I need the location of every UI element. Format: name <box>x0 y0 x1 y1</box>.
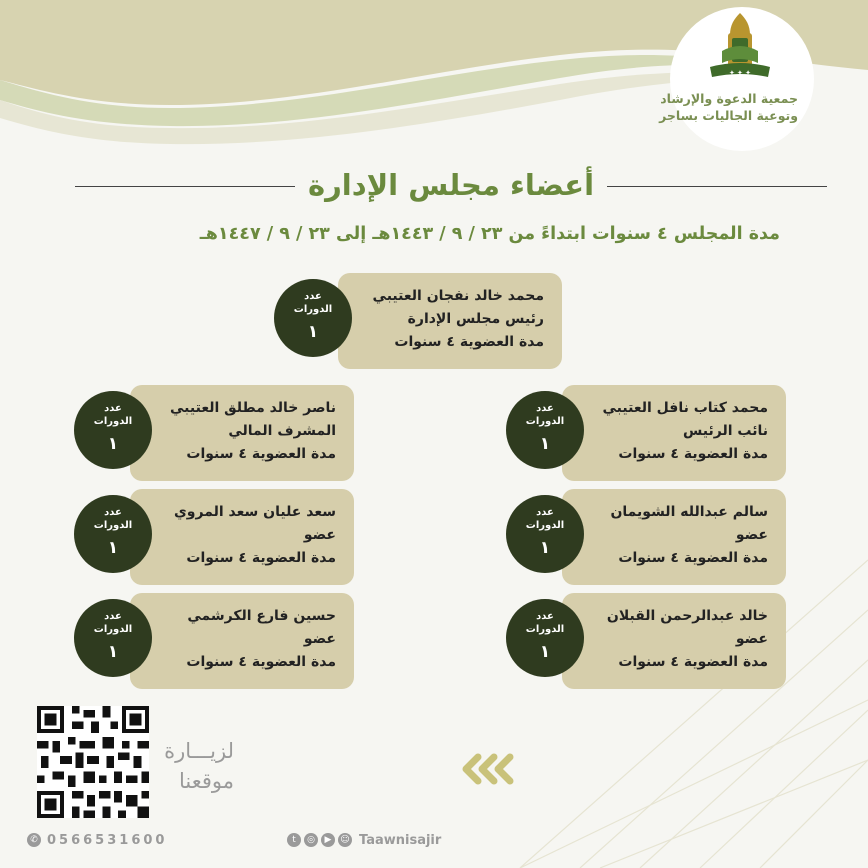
member-name: حسين فارع الكرشمي <box>187 608 336 624</box>
social-links[interactable] <box>287 831 441 849</box>
member-card <box>130 593 354 689</box>
youtube-icon[interactable]: ▶ <box>321 833 335 847</box>
member-role: عضو <box>735 631 768 647</box>
member-term: مدة العضوية ٤ سنوات <box>186 446 336 462</box>
twitter-icon[interactable]: t <box>287 833 301 847</box>
member-card <box>130 385 354 481</box>
member-name: سعد عليان سعد المروي <box>173 504 336 520</box>
instagram-icon[interactable]: ◎ <box>304 833 318 847</box>
sessions-badge <box>506 599 584 677</box>
sessions-badge <box>74 599 152 677</box>
member-card <box>562 593 786 689</box>
badge-label-line1: عدد <box>536 507 554 518</box>
badge-count: ١ <box>107 642 119 662</box>
snapchat-icon[interactable]: ☺ <box>338 833 352 847</box>
badge-count: ١ <box>539 642 551 662</box>
badge-label-line2: الدورات <box>525 624 565 635</box>
whatsapp-icon: ✆ <box>27 833 41 847</box>
badge-label-line1: عدد <box>104 507 122 518</box>
sessions-badge <box>274 279 352 357</box>
title-row <box>75 165 827 209</box>
badge-label-line1: عدد <box>104 403 122 414</box>
badge-label-line2: الدورات <box>93 624 133 635</box>
badge-label-line2: الدورات <box>525 416 565 427</box>
council-term: مدة المجلس ٤ سنوات ابتداءً من ٢٣ / ٩ / ١٤٤٣هـ إلى ٢٣ / ٩ / ١٤٤٧هـ <box>199 224 780 244</box>
logo <box>668 5 816 153</box>
phone-number: 0566531600 <box>47 832 168 848</box>
member-term: مدة العضوية ٤ سنوات <box>618 654 768 670</box>
sessions-badge <box>506 391 584 469</box>
member-name: محمد كتاب نافل العتيبي <box>602 400 768 416</box>
visit-line2: موقعنا <box>178 769 234 793</box>
page-title: أعضاء مجلس الإدارة <box>307 168 595 202</box>
member-term: مدة العضوية ٤ سنوات <box>394 334 544 350</box>
badge-label-line2: الدورات <box>293 304 333 315</box>
member-term: مدة العضوية ٤ سنوات <box>186 654 336 670</box>
social-handle: Taawnisajir <box>359 832 442 848</box>
badge-label-line2: الدورات <box>525 520 565 531</box>
badge-label-line1: عدد <box>104 611 122 622</box>
member-name: محمد خالد نفجان العتيبي <box>372 288 544 304</box>
organization-name-line1: جمعية الدعوة والإرشاد <box>660 91 798 106</box>
phone-contact[interactable] <box>27 831 167 849</box>
member-term: مدة العضوية ٤ سنوات <box>618 446 768 462</box>
badge-label-line1: عدد <box>536 611 554 622</box>
member-role: رئيس مجلس الإدارة <box>407 311 544 327</box>
badge-count: ١ <box>107 434 119 454</box>
member-term: مدة العضوية ٤ سنوات <box>186 550 336 566</box>
organization-name-line2: وتوعية الجاليات بساجر <box>659 108 798 123</box>
badge-count: ١ <box>539 538 551 558</box>
member-card-chairman <box>338 273 562 369</box>
qr-code-icon[interactable] <box>37 706 149 818</box>
member-name: ناصر خالد مطلق العتيبي <box>170 400 336 416</box>
member-role: عضو <box>735 527 768 543</box>
badge-count: ١ <box>307 322 319 342</box>
sessions-badge <box>74 495 152 573</box>
member-card <box>562 385 786 481</box>
member-card <box>130 489 354 585</box>
badge-label-line1: عدد <box>536 403 554 414</box>
badge-label-line2: الدورات <box>93 520 133 531</box>
member-role: عضو <box>303 527 336 543</box>
badge-label-line2: الدورات <box>93 416 133 427</box>
svg-text:✦ ✦ ✦: ✦ ✦ ✦ <box>728 69 752 77</box>
sessions-badge <box>74 391 152 469</box>
organization-name <box>618 90 798 124</box>
member-card <box>562 489 786 585</box>
member-role: نائب الرئيس <box>683 423 768 439</box>
badge-label-line1: عدد <box>304 291 322 302</box>
badge-count: ١ <box>107 538 119 558</box>
member-role: عضو <box>303 631 336 647</box>
badge-count: ١ <box>539 434 551 454</box>
member-term: مدة العضوية ٤ سنوات <box>618 550 768 566</box>
chevron-left-triple-icon <box>460 752 524 786</box>
visit-website-label <box>162 736 234 796</box>
member-role: المشرف المالي <box>228 423 336 439</box>
logo-emblem-icon <box>668 5 816 153</box>
member-name: خالد عبدالرحمن القبلان <box>606 608 768 624</box>
member-name: سالم عبدالله الشويمان <box>610 504 768 520</box>
sessions-badge <box>506 495 584 573</box>
visit-line1: لزيـــارة <box>164 739 234 763</box>
